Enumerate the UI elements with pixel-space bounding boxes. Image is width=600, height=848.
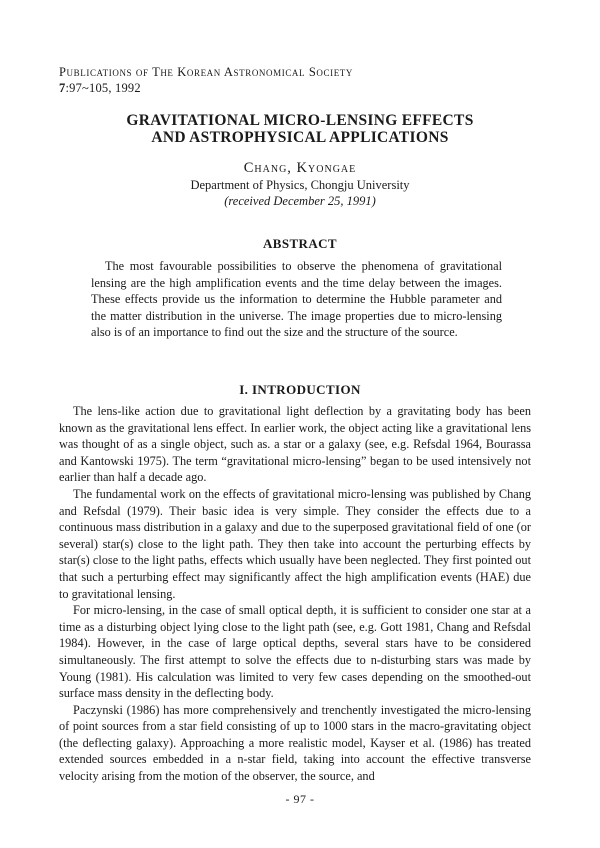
paragraph: The fundamental work on the effects of gravitational micro-lensing was published by Chang and Refsdal (1979). Their basic idea is very simple. They consider the effects due to a continuous mass distribution in a galaxy and due to the superposed gravitational field of one (or several) star(s) close to the light path. They then take into account the perturbing effects by star(s) close to the light paths, effects which usually have been neglected. They first pointed out that such a perturbing effect may significantly affect the high amplification events (HAE) due to gravitational lensing. bbox=[59, 486, 531, 601]
journal-name: Publications of The Korean Astronomical Society bbox=[59, 65, 354, 79]
journal-volume: 7 bbox=[59, 81, 66, 95]
introduction-body bbox=[59, 403, 531, 785]
paragraph: For micro-lensing, in the case of small optical depth, it is sufficient to consider one star at a time as a disturbing object lying close to the light path (see, e.g. Gott 1981, Chang and Refsdal 1984). However, in the case of large optical depths, several stars have to be considered simultaneously. The first attempt to solve the effects due to n-disturbing stars was made by Young (1981). His calculation was limited to very few cases depending on the smoothed-out surface mass density in the deflecting body. bbox=[59, 603, 531, 701]
paragraph: The lens-like action due to gravitational light deflection by a gravitating body has been known as the gravitational lens effect. In earlier work, the object acting like a gravitational lens was thought of as a single object, such as. a star or a galaxy (see, e.g. Refsdal 1964, Bourassa and Kantowski 1975). The term “gravitational micro-lensing” began to be used intensively not earlier than half a decade ago. bbox=[59, 404, 531, 485]
author-name: Chang, Kyongae bbox=[243, 160, 357, 176]
page-number: - 97 - bbox=[285, 792, 315, 806]
paragraph: Paczynski (1986) has more comprehensively and trenchently investigated the micro-lensing of point sources from a star field consisting of up to 1000 stars in the macro-gravitating object (the deflecting galaxy). Approaching a more realistic model, Kayser et al. (1986) has treated extended sources embedded in a n-star field, taking into account the effective transverse velocity arising from the motion of the observer, the source, and bbox=[59, 702, 531, 784]
title-line-1: GRAVITATIONAL MICRO-LENSING EFFECTS bbox=[126, 112, 474, 129]
journal-pages: :97~105, 1992 bbox=[65, 81, 141, 95]
author-affiliation: Department of Physics, Chongju University bbox=[190, 178, 410, 192]
journal-header bbox=[59, 64, 353, 96]
abstract-text: The most favourable possibilities to observe the phenomena of gravitational lensing are the high amplification events and the time delay between the images. These effects provide us the information to determine the Hubble parameter and the matter distribution in the universe. The image properties due to micro-lensing also is of an importance to find out the size and the structure of the source. bbox=[91, 259, 502, 340]
abstract-heading: ABSTRACT bbox=[263, 236, 337, 251]
title-line-2: AND ASTROPHYSICAL APPLICATIONS bbox=[151, 129, 449, 146]
paper-title bbox=[0, 112, 600, 146]
journal-citation bbox=[59, 80, 353, 96]
received-date: (received December 25, 1991) bbox=[224, 194, 376, 208]
section-heading-introduction: I. INTRODUCTION bbox=[239, 382, 361, 397]
